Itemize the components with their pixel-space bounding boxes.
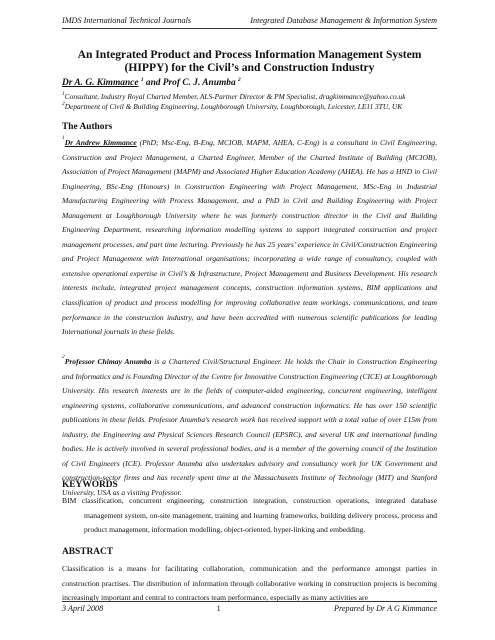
affiliation-2 <box>62 102 437 112</box>
author-first: Dr A. G. Kimmance <box>62 78 139 88</box>
header-section: Integrated Database Management & Information System <box>250 16 437 25</box>
footer-rule <box>62 601 437 602</box>
bio-2-text: is a Chartered Civil/Structural Engineer. He holds the Chair in Construction Engineering and Informatics and is Founding Director of the Centre for Innovative Construction Engineering (CICE) at Loughborough University. His research interests are in the fields of computer-aided engineering, concurrent engineering, intelligent engineering systems, collaborative communications, and advanced construction informatics. He has over 150 scientific publications in these fields. Professor Anumba's research work has received support with a total value of over £15m from industry, the Engineering and Physical Sciences Research Council (EPSRC), and several UK and international funding bodies. He is actively involved in several professional bodies, and is a member of the governing council of the Institution of Civil Engineers (ICE). Professor Anumba also undertakes advisory and consultancy work for UK Government and construction-sector firms and has recently spent time at the Massachusetts Institute of Technology (MIT) and Stanford University, USA as a visiting Professor. <box>62 357 437 497</box>
title-line-1: An Integrated Product and Process Information Management System <box>77 48 422 61</box>
bio-1-sup: 1 <box>62 135 65 141</box>
affiliation-2-text: Department of Civil & Building Engineering, Loughborough University, Loughborough, Leicester, LE11 3TU, UK <box>64 102 403 111</box>
author-bio-1 <box>62 136 437 340</box>
paper-title <box>62 48 437 74</box>
abstract-heading: ABSTRACT <box>62 547 114 557</box>
bio-1-text: (PhD; Msc-Eng, B-Eng, MCIOB, MAPM, AHEA, C-Eng) is a consultant in Civil Engineering, Construction and Project Management, a Charted Engineer, Member of the Charted Institute of Building (MCIOB), Association of Project Management (MAPM) and Associated Higher Education Academy (AHEA). He has a HND in Civil Engineering, BSc-Eng (Honours) in Construction Engineering with Project Management, MSc-Eng in Industrial Manufacturing Engineering with Process Management, and a PhD in Civil and Building Engineering with Project Management at Loughborough University where he was formerly construction director in the Civil and Building Engineering Department, researching information modelling systems to support integrated construction and project management processes, and part time lecturing. Previously he has 25 years’ experience in Civil/Construction Engineering and Project Management with International organisations; incorporating a wide range of consultancy, coupled with extensive operational expertise in Civil’s & Infrastructure, Project Management and Business Development. His research interests include, integrated project management concepts, construction information systems, BIM applications and classification of product and process modelling for improving collaborative team workings, communications, and team performance in the construction industry, and have been accredited with numerous scientific publications for leading International journals in these fields. <box>62 138 437 337</box>
affiliation-1 <box>62 92 437 102</box>
affiliation-2-sup: 2 <box>62 101 65 107</box>
author-joiner: and Prof C. J. Anumba <box>145 78 236 88</box>
running-header <box>62 16 437 25</box>
author-first-sup: 1 <box>140 77 144 83</box>
bio-2-sup: 2 <box>62 354 65 360</box>
footer-page-number: 1 <box>216 604 221 613</box>
affiliation-1-sup: 1 <box>62 91 65 97</box>
author-line <box>62 78 437 88</box>
title-line-2: (HIPPY) for the Civil’s and Construction Industry <box>124 61 375 74</box>
bio-2-name: Professor Chimay Anumba <box>64 357 152 366</box>
footer-date: 3 April 2008 <box>62 604 104 613</box>
header-rule <box>62 28 437 29</box>
affiliation-1-text: Consultant, Industry Royal Charted Member, ALS-Partner Director & PM Specialist, dragkimmance@yahoo.co.uk <box>64 92 406 101</box>
abstract-text: Classification is a means for facilitating collaboration, communication and the performance amongst parties in construction practises. The distribution of information through collaborative working in construction projects is becoming increasingly important and central to contractors team performance, especially as many activities are <box>62 564 437 602</box>
keywords-heading: KEYWORDS <box>62 480 118 490</box>
keywords-text: BIM classification, concurrent engineering, construction integration, construction operations, integrated database management system, on-site management, training and learning frameworks, building delivery process, process and product management, information modelling, object-oriented, hyper-linking and embedding. <box>62 496 437 534</box>
bio-1-name: Dr Andrew Kimmance <box>64 138 137 147</box>
header-journal: IMDS International Technical Journals <box>62 16 192 25</box>
author-bio-2 <box>62 355 437 500</box>
page-footer <box>62 604 437 613</box>
author-second-sup: 2 <box>238 77 241 83</box>
affiliations <box>62 92 437 112</box>
footer-prepared-by: Prepared by Dr A G Kimmance <box>333 604 437 613</box>
authors-heading: The Authors <box>62 122 113 132</box>
